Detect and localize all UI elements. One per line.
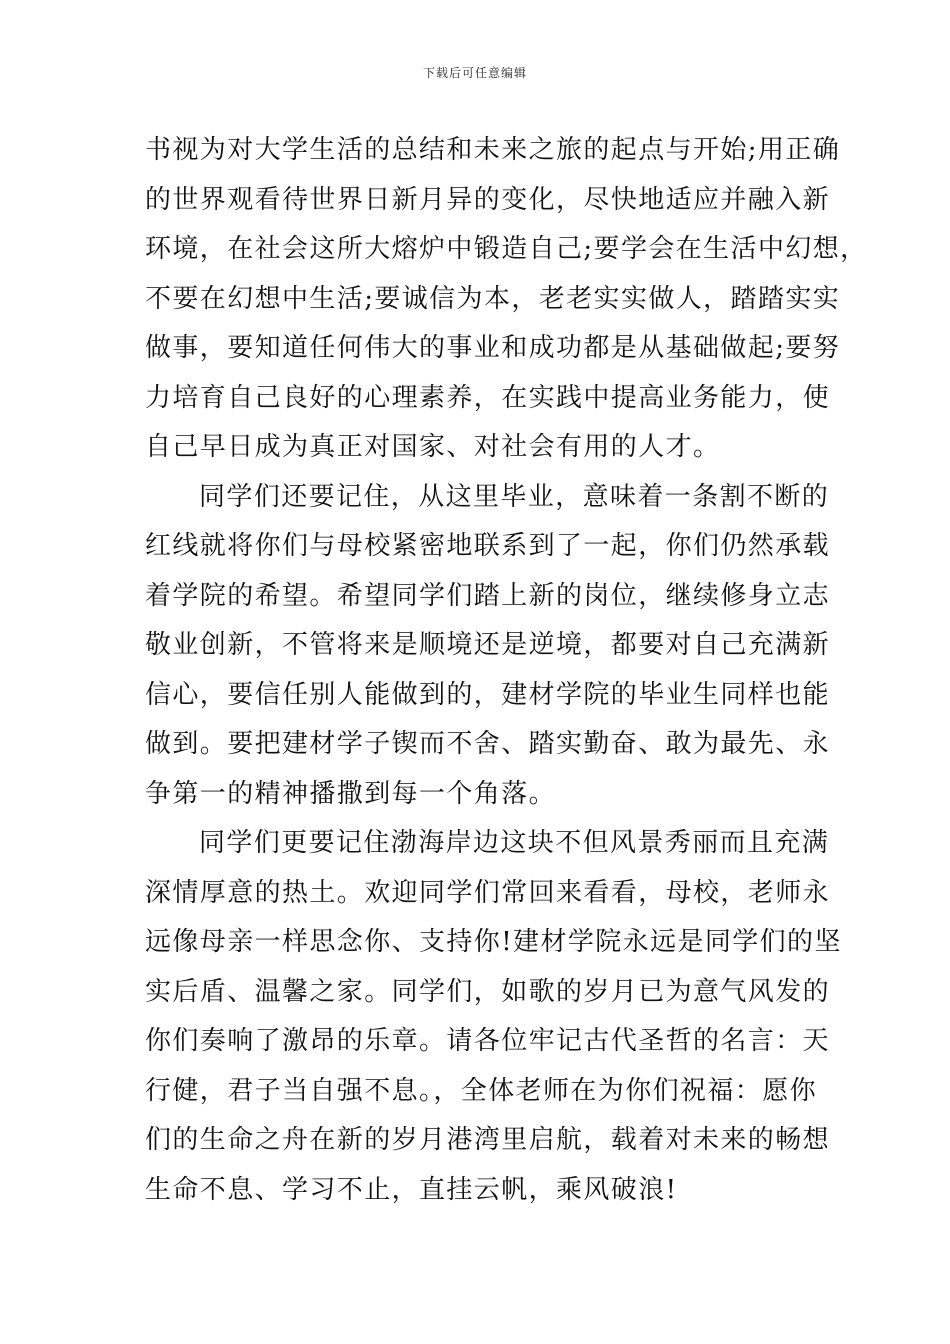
text-line: 着学院的希望。希望同学们踏上新的岗位，继续修身立志 — [145, 580, 831, 611]
text-line: 做事，要知道任何伟大的事业和成功都是从基础做起;要努 — [145, 333, 841, 363]
text-line: 书视为对大学生活的总结和未来之旅的起点与开始;用正确 — [145, 135, 841, 165]
text-line: 们的生命之舟在新的岁月港湾里启航，载着对未来的畅想 — [145, 1125, 831, 1155]
text-line: 不要在幻想中生活;要诚信为本，老老实实做人，踏踏实实 — [145, 283, 841, 314]
paragraph — [145, 473, 831, 820]
text-line: 力培育自己良好的心理素养，在实践中提高业务能力，使 — [145, 382, 831, 413]
paragraph — [145, 126, 868, 473]
text-line: 做到。要把建材学子锲而不舍、踏实勤奋、敢为最先、永 — [145, 729, 831, 759]
paragraph — [145, 819, 842, 1215]
page-header: 下载后可任意编辑 — [422, 66, 527, 80]
text-line: 同学们还要记住，从这里毕业，意味着一条割不断的 — [199, 481, 830, 512]
text-line: 红线就将你们与母校紧密地联系到了一起，你们仍然承载 — [145, 531, 831, 561]
text-line: 深情厚意的热土。欢迎同学们常回来看看，母校，老师永 — [145, 877, 831, 908]
text-line: 信心，要信任别人能做到的，建材学院的毕业生同样也能 — [145, 679, 831, 710]
text-line: 你们奏响了激昂的乐章。请各位牢记古代圣哲的名言：天 — [145, 1026, 831, 1056]
text-line: 自己早日成为真正对国家、对社会有用的人才。 — [145, 432, 721, 462]
text-line: 行健，君子当自强不息。，全体老师在为你们祝福：愿你 — [145, 1075, 818, 1106]
text-line: 生命不息、学习不止，直挂云帆，乘风破浪! — [145, 1174, 678, 1205]
text-line: 实后盾、温馨之家。同学们，如歌的岁月已为意气风发的 — [145, 976, 831, 1007]
text-line: 远像母亲一样思念你、支持你!建材学院永远是同学们的坚 — [145, 927, 842, 957]
document-body — [145, 126, 868, 1215]
text-line: 同学们更要记住渤海岸边这块不但风景秀丽而且充满 — [199, 828, 830, 858]
text-line: 争第一的精神播撒到每一个角落。 — [145, 778, 557, 809]
text-line: 的世界观看待世界日新月异的变化，尽快地适应并融入新 — [145, 184, 831, 215]
text-line: 环境，在社会这所大熔炉中锻造自己;要学会在生活中幻想， — [145, 234, 868, 264]
text-line: 敬业创新，不管将来是顺境还是逆境，都要对自己充满新 — [145, 630, 831, 660]
